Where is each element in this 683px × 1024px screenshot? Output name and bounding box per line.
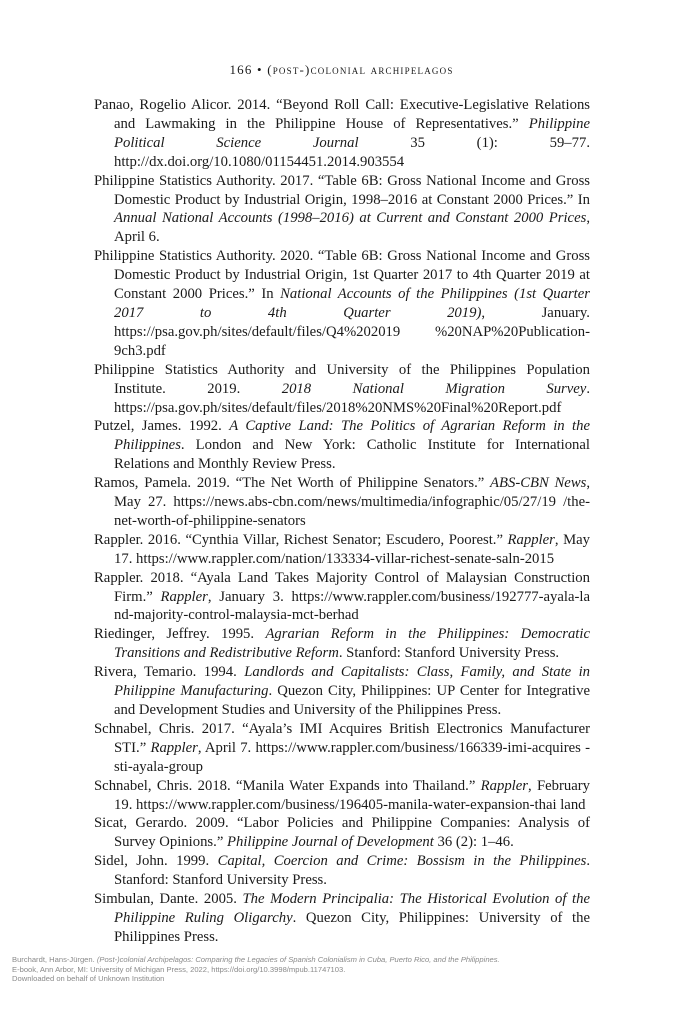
footer-institution-line: Downloaded on behalf of Unknown Institution [12,974,165,984]
reference-text: . Stanford: Stanford University Press. [338,645,560,662]
reference-entry [94,852,590,890]
reference-entry [94,890,590,947]
reference-title-italic: A Captive Land: The Politics of Agrarian Reform in the Philippines [114,418,590,454]
reference-title-italic: Capital, Coercion and Crime: Bossism in the Philippines [217,853,587,870]
reference-text: 36 (2): 1–46. [433,834,514,851]
reference-title-italic: National Accounts of the Philippines (1st Quarter 2017 to 4th Quarter 2019) [114,286,590,321]
reference-entry [94,569,590,626]
reference-text: . London and New York: Catholic Institute for International Relations and Monthly Review Press. [114,437,590,473]
footer-citation-line [12,955,672,965]
footer-publication-line: E-book, Ann Arbor, MI: University of Michigan Press, 2022, https://doi.org/10.3998/mpub.11747103. [12,964,346,974]
reference-title-italic: 2018 National Migration Survey [281,380,587,397]
footer-author: Burchardt, Hans-Jürgen. [12,955,97,964]
reference-text: Sicat, Gerardo. 2009. “Labor Policies and Philippine Companies: Analysis of Survey Opinions.” [94,815,590,851]
running-head: 166 • (post-)colonial archipelagos [229,62,454,77]
reference-title-italic: Rappler [160,588,208,605]
reference-title-italic: Rappler [507,531,555,548]
reference-text: , January 3. https://www.rappler.com/business/192777-ayala-la nd-majority-control-malaysia-mct-berhad [114,588,590,624]
reference-entry [94,474,590,531]
reference-title-italic: Annual National Accounts (1998–2016) at Current and Constant 2000 Prices [114,210,587,227]
footer-book-title: (Post-)colonial Archipelagos: Comparing the Legacies of Spanish Colonialism in Cuba, Puerto Rico, and the Philippines. [96,955,500,964]
reference-text: . Quezon City, Philippines: University of the Philippines Press. [114,909,590,945]
reference-text: . Quezon City, Philippines: UP Center for Integrative and Development Studies and University of the Philippines Press. [114,683,590,718]
reference-text: . Stanford: Stanford University Press. [114,853,590,889]
reference-text: Simbulan, Dante. 2005. [94,891,243,908]
reference-title-italic: Rappler [150,739,198,756]
reference-text: Rappler. 2018. “Ayala Land Takes Majority Control of Malaysian Construction Firm.” [94,569,590,605]
reference-text: , February 19. https://www.rappler.com/business/196405-manila-water-expansion-thai land [114,777,590,813]
reference-text: , January. https://psa.gov.ph/sites/default/files/Q4%202019 %20NAP%20Publication-9ch3.pdf [114,304,590,359]
reference-entry [94,777,590,815]
reference-text: Panao, Rogelio Alicor. 2014. “Beyond Roll Call: Executive-Legislative Relations and Lawmaking in the Philippine House of Representatives.” [94,97,590,132]
reference-text: Philippine Statistics Authority. 2020. “Table 6B: Gross National Income and Gross Domestic Product by Industrial Origin, 1st Quarter 2017 to 4th Quarter 2019 at Constant 2000 Prices.” In [94,248,590,303]
reference-title-italic: The Modern Principalia: The Historical Evolution of the Philippine Ruling Oligarchy [114,891,590,926]
reference-list [94,96,590,947]
reference-text: Schnabel, Chris. 2017. “Ayala’s IMI Acquires British Electronics Manufacturer STI.” [94,720,590,756]
reference-title-italic: ABS-CBN News [490,475,587,492]
reference-text: Rappler. 2016. “Cynthia Villar, Richest Senator; Escudero, Poorest.” [94,531,508,548]
reference-title-italic: Agrarian Reform in the Philippines: Democratic Transitions and Redistributive Reform [114,626,590,662]
reference-entry [94,663,590,720]
reference-entry [94,172,590,248]
reference-text: , April 7. https://www.rappler.com/business/166339-imi-acquires -sti-ayala-group [114,739,590,775]
reference-text: , May 17. https://www.rappler.com/nation/133334-villar-richest-senate-saln-2015 [114,531,590,567]
reference-text: 35 (1): 59–77. http://dx.doi.org/10.1080/01154451.2014.903554 [114,134,590,170]
reference-text: Ramos, Pamela. 2019. “The Net Worth of Philippine Senators.” [94,475,491,492]
reference-title-italic: Philippine Journal of Development [227,834,434,851]
reference-text: Schnabel, Chris. 2018. “Manila Water Expands into Thailand.” [94,777,481,794]
reference-text: Riedinger, Jeffrey. 1995. [94,626,266,643]
reference-text: Philippine Statistics Authority and University of the Philippines Population Institute. 2019. [94,361,590,397]
reference-text: Putzel, James. 1992. [94,418,230,435]
reference-text: Philippine Statistics Authority. 2017. “Table 6B: Gross National Income and Gross Domestic Product by Industrial Origin, 1998–2016 at Constant 2000 Prices.” In [94,172,590,208]
reference-entry [94,361,590,418]
reference-entry [94,720,590,777]
reference-title-italic: Landlords and Capitalists: Class, Family, and State in Philippine Manufacturing [114,664,590,700]
reference-entry [94,247,590,360]
reference-entry [94,814,590,852]
reference-title-italic: Rappler [480,777,528,794]
reference-entry [94,417,590,474]
reference-text: , April 6. [114,210,590,246]
reference-title-italic: Philippine Political Science Journal [114,115,590,151]
reference-entry [94,625,590,663]
reference-text: Sidel, John. 1999. [94,853,218,870]
reference-text: Rivera, Temario. 1994. [94,664,245,681]
reference-text: . https://psa.gov.ph/sites/default/files/2018%20NMS%20Final%20Report.pdf [114,380,590,416]
reference-entry [94,531,590,569]
reference-entry [94,96,590,172]
reference-text: , May 27. https://news.abs-cbn.com/news/multimedia/infographic/05/27/19 /the-net-worth-of-philippine-senators [114,475,591,529]
download-footer [12,955,672,984]
